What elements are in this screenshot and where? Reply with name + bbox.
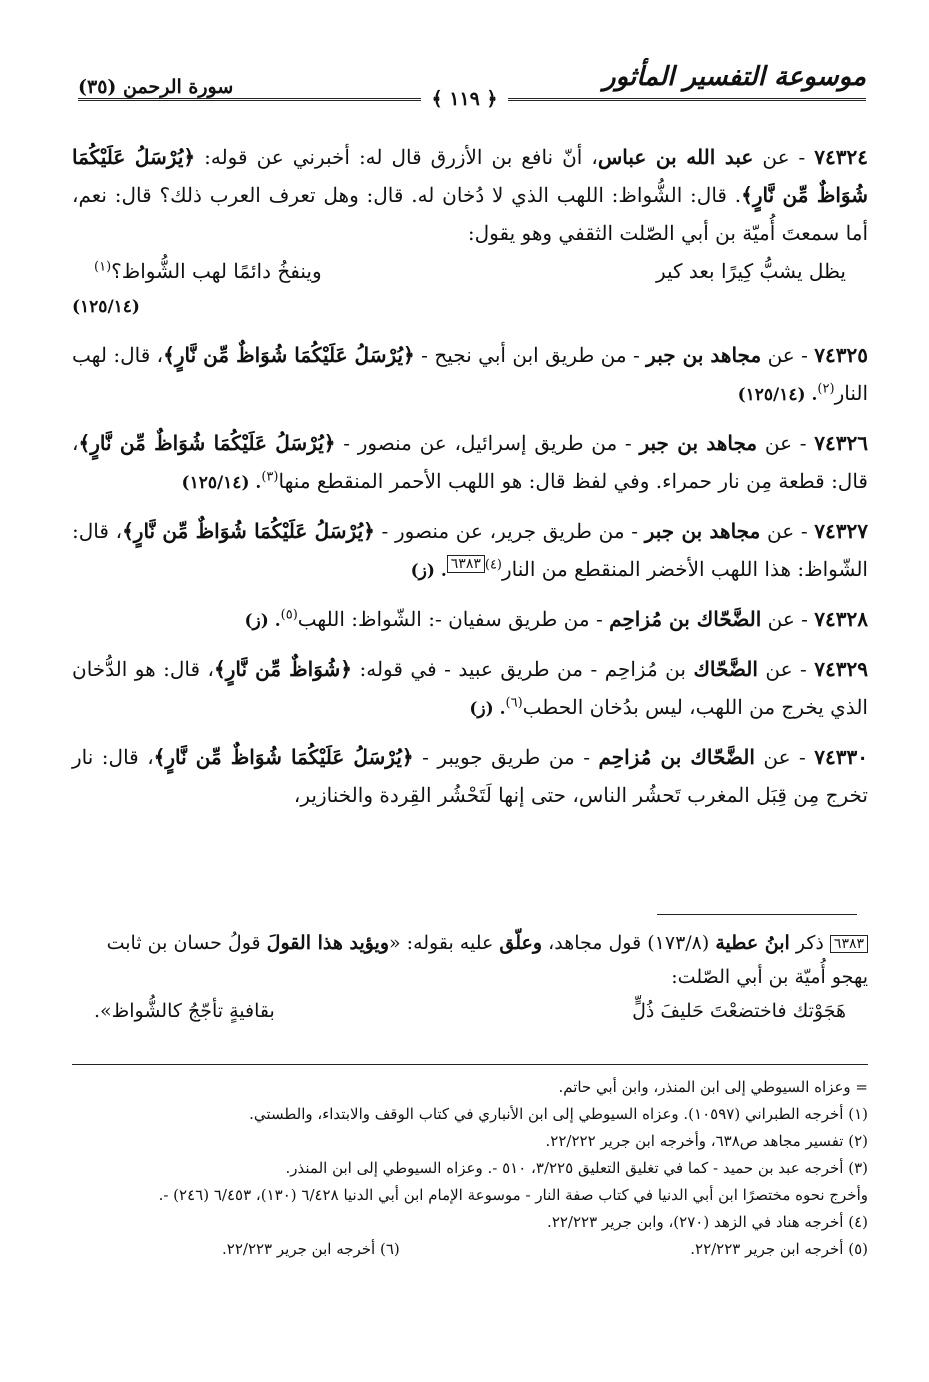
source-reference: . (ز) xyxy=(469,699,506,719)
entry-74326: ٧٤٣٢٦ - عن مجاهد بن جبر - من طريق إسرائيل، عن منصور - ﴿يُرْسَلُ عَلَيْكُمَا شُوَاظٌ مِّن نَّارٍ﴾، قال: قطعة مِن نار حمراء. وفي لفظ قال: هو اللهب الأحمر المنقطع منها$^{(٣)}$. (١٢٥/١٤) xyxy=(72,431,868,493)
footnote-marker: (٦) xyxy=(505,695,523,711)
footnotes-5-6 xyxy=(72,1236,868,1263)
commentary-text: (١٧٣/٨) قول مجاهد، xyxy=(542,932,716,954)
narrator-name: الضَّحّاك xyxy=(693,657,758,681)
entry-text: - من طريق ابن أبي نجيح - xyxy=(414,343,647,367)
entry-74329: ٧٤٣٢٩ - عن الضَّحّاك بن مُزاحِم - من طريق عبيد - في قوله: ﴿شُوَاظٌ مِّن نَّارٍ﴾، قال: هو الدُّخان الذي يخرج من اللهب، ليس بدُخان الحطب$^{(٦)}$. (ز) xyxy=(72,657,868,719)
entry-number: ٧٤٣٢٨ xyxy=(814,607,868,631)
source-reference: . (١٢٥/١٤) xyxy=(737,385,818,405)
footnote-marker: (٤) xyxy=(484,557,502,573)
footnote-marker: (١) xyxy=(94,259,112,275)
footnote-3: (٣) أخرجه عبد بن حميد - كما في تغليق التعليق ٣/٢٢٥، ٥١٠ -. وعزاه السيوطي إلى ابن المنذر. xyxy=(285,1159,868,1177)
entry-74324: ٧٤٣٢٤ - عن عبد الله بن عباس، أنّ نافع بن الأزرق قال له: أخبرني عن قوله: ﴿يُرْسَلُ عَلَيْكُمَا شُوَاظٌ مِّن نَّارٍ﴾. قال: الشُّواظ: اللهب الذي لا دُخان له. قال: وهل تعرف العرب ذلك؟ قال: نعم، أما سمعتَ أُميّة بن أبي الصّلت الثقفي وهو يقول: يظل يشبُّ كِيرًا بعد كير وينفخُ دائمًا لهب الشُّواظ؟$^{(١)}$ (١٢٥/١٤) xyxy=(72,145,868,317)
commentary-verb: وعلّق xyxy=(499,932,543,954)
footnote-marker: (٢) xyxy=(817,381,835,397)
source-reference: (١٢٥/١٤) xyxy=(72,297,140,317)
quran-verse: ﴿يُرْسَلُ عَلَيْكُمَا شُوَاظٌ مِّن نَّارٍ﴾ xyxy=(78,431,336,455)
quran-verse: ﴿يُرْسَلُ عَلَيْكُمَا شُوَاظٌ مِّن نَّارٍ﴾ xyxy=(163,343,415,367)
page-number: ﴿ ١١٩ ﴾ xyxy=(421,88,507,110)
footnotes-separator xyxy=(72,1064,868,1065)
entry-number: ٧٤٣٢٤ xyxy=(814,145,868,169)
narrator-name: عبد الله بن عباس xyxy=(597,145,754,169)
source-reference: . (١٢٥/١٤) xyxy=(181,473,262,493)
entry-text: - من طريق جويبر - xyxy=(413,745,599,769)
book-title: موسوعة التفسير المأثور xyxy=(603,62,866,92)
poem-second-hemistich: وينفخُ دائمًا لهب الشُّواظ؟ xyxy=(111,259,322,283)
entry-text: بن مُزاحِم - من طريق عبيد - في قوله: xyxy=(352,657,694,681)
entry-number: ٧٤٣٣٠ xyxy=(814,745,868,769)
page-number-wrap xyxy=(0,88,929,110)
cross-reference-box: ٦٣٨٣ xyxy=(447,555,485,573)
footnote-marker: (٣) xyxy=(261,469,279,485)
entry-text: . قال: الشُّواظ: اللهب الذي لا دُخان له. قال: وهل تعرف العرب ذلك؟ قال: نعم، أما سمعتَ أُميّة بن أبي الصّلت الثقفي وهو يقول: xyxy=(72,183,868,245)
footnote-marker: (٥) xyxy=(280,607,298,623)
entry-text: ، قال: الشّواظ: هذا اللهب الأخضر المنقطع من النار xyxy=(72,519,868,581)
footnote-4: (٤) أخرجه هناد في الزهد (٢٧٠)، وابن جرير ٢٢/٢٢٣. xyxy=(547,1213,868,1231)
quran-verse: ﴿يُرْسَلُ عَلَيْكُمَا شُوَاظٌ مِّن نَّارٍ﴾ xyxy=(72,145,868,207)
entry-74327: ٧٤٣٢٧ - عن مجاهد بن جبر - من طريق جرير، عن منصور - ﴿يُرْسَلُ عَلَيْكُمَا شُوَاظٌ مِّن نَّارٍ﴾، قال: الشّواظ: هذا اللهب الأخضر المنقطع من النار$^{(٤)}$٦٣٨٣. (ز) xyxy=(72,519,868,581)
narrator-name: الضَّحّاك بن مُزاحِم xyxy=(609,607,762,631)
commentary-note xyxy=(72,926,868,1028)
poem-first-hemistich: هَجَوْتك فاختضعْتَ حَليفَ ذُلٍّ xyxy=(632,1000,846,1022)
commentary-text: قولُ حسان بن ثابت يهجو أُميّة بن أبي الصّلت: xyxy=(106,932,868,988)
commentary-separator xyxy=(657,914,857,915)
source-reference: . (ز) xyxy=(410,561,447,581)
entry-number: ٧٤٣٢٦ xyxy=(814,431,868,455)
poem-first-hemistich: يظل يشبُّ كِيرًا بعد كير xyxy=(655,259,846,283)
poem-line xyxy=(72,252,868,290)
narrator-name: مجاهد بن جبر xyxy=(646,343,762,367)
entry-text: ، أنّ نافع بن الأزرق قال له: أخبرني عن قوله: xyxy=(195,145,598,169)
poem-second-hemistich: بقافيةٍ تأجّجُ كالشُّواظ». xyxy=(94,1000,275,1022)
entry-text: - من طريق جرير، عن منصور - xyxy=(374,519,645,543)
source-reference: . (ز) xyxy=(244,611,281,631)
footnote-6: (٦) أخرجه ابن جرير ٢٢/٢٢٣. xyxy=(222,1240,400,1258)
footnote-2: (٢) تفسير مجاهد ص٦٣٨، وأخرجه ابن جرير ٢٢/٢٢٢. xyxy=(545,1132,868,1150)
entry-text: - من طريق سفيان -: الشّواظ: اللهب xyxy=(297,607,610,631)
entry-number: ٧٤٣٢٥ xyxy=(814,343,868,367)
footnote-continuation: = وعزاه السيوطي إلى ابن المنذر، وابن أبي حاتم. xyxy=(558,1078,868,1096)
footnote-5: (٥) أخرجه ابن جرير ٢٢/٢٢٣. xyxy=(690,1240,868,1258)
entry-number: ٧٤٣٢٩ xyxy=(814,657,868,681)
entry-74328: ٧٤٣٢٨ - عن الضَّحّاك بن مُزاحِم - من طريق سفيان -: الشّواظ: اللهب$^{(٥)}$. (ز) xyxy=(244,607,868,631)
entry-text: ، قال: لهب النار xyxy=(72,343,868,405)
entry-number: ٧٤٣٢٧ xyxy=(814,519,868,543)
quran-verse: ﴿يُرْسَلُ عَلَيْكُمَا شُوَاظٌ مِّن نَّارٍ﴾ xyxy=(122,519,375,543)
footnote-1: (١) أخرجه الطبراني (١٠٥٩٧). وعزاه السيوطي إلى ابن الأنباري في كتاب الوقف والابتداء، والطستي. xyxy=(249,1105,868,1123)
footnotes xyxy=(72,1074,868,1263)
commentary-quote: ويؤيد هذا القولَ xyxy=(266,932,390,954)
footnote-3-continued: وأخرج نحوه مختصرًا ابن أبي الدنيا في كتاب صفة النار - موسوعة الإمام ابن أبي الدنيا ٦/٤٢٨ (١٣٠)، ٦/٤٥٣ (٢٤٦) -. xyxy=(158,1186,868,1204)
entry-text: ، قال: نار تخرج مِن قِبَل المغرب تَحشُر الناس، حتى إنها لَتَحْشُر القِردة والخنازير، xyxy=(72,745,868,807)
narrator-name: مجاهد بن جبر xyxy=(639,431,758,455)
commentary-poem xyxy=(72,994,868,1028)
commentary-author: ابنُ عطية xyxy=(715,932,790,954)
entry-text: - من طريق إسرائيل، عن منصور - xyxy=(335,431,640,455)
entry-74325: ٧٤٣٢٥ - عن مجاهد بن جبر - من طريق ابن أبي نجيح - ﴿يُرْسَلُ عَلَيْكُمَا شُوَاظٌ مِّن نَّارٍ﴾، قال: لهب النار$^{(٢)}$. (١٢٥/١٤) xyxy=(72,343,868,405)
entry-74330: ٧٤٣٣٠ - عن الضَّحّاك بن مُزاحِم - من طريق جويبر - ﴿يُرْسَلُ عَلَيْكُمَا شُوَاظٌ مِّن نَّارٍ﴾، قال: نار تخرج مِن قِبَل المغرب تَحشُر الناس، حتى إنها لَتَحْشُر القِردة والخنازير، xyxy=(72,745,868,807)
commentary-number-box: ٦٣٨٣ xyxy=(830,935,868,953)
narrator-name: الضَّحّاك بن مُزاحِم xyxy=(598,745,755,769)
poem-second-hemistich-wrap xyxy=(94,252,322,290)
narrator-name: مجاهد بن جبر xyxy=(644,519,761,543)
quran-verse: ﴿يُرْسَلُ عَلَيْكُمَا شُوَاظٌ مِّن نَّارٍ﴾ xyxy=(153,745,414,769)
commentary-text: عليه بقوله: « xyxy=(389,932,500,954)
surah-title: سورة الرحمن (٣٥) xyxy=(78,76,234,98)
quran-verse: ﴿شُوَاظٌ مِّن نَّارٍ﴾ xyxy=(214,657,353,681)
entry-text: ، قال: هو الدُّخان الذي يخرج من اللهب، ليس بدُخان الحطب xyxy=(72,657,868,719)
commentary-text: ذكر xyxy=(789,932,830,954)
entry-text: ، قال: قطعة مِن نار حمراء. وفي لفظ قال: هو اللهب الأحمر المنقطع منها xyxy=(72,431,868,493)
main-text xyxy=(72,138,868,824)
